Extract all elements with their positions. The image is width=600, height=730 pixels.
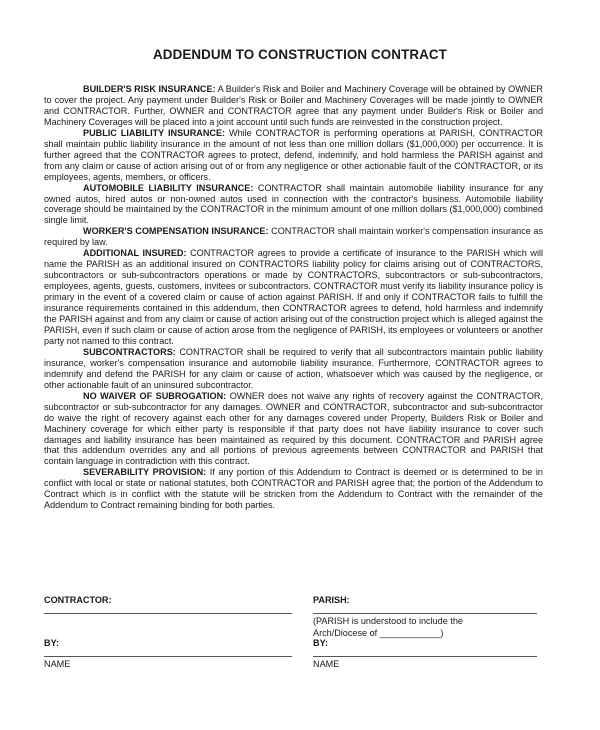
document-body (44, 84, 543, 511)
paragraph-text: CONTRACTOR agrees to provide a certificate of insurance to the PARISH which will name the PARISH as an additional insured on CONTRACTORS liability policy for claims arising out of CONTRACTORS, subcontractors or sub-subcontractors operations or made by CONTRACTORS, subcontractors or sub-subcontractors, employees, agents, guests, customers, invitees or subcontractors. CONTRACTOR must verify its liability insurance policy is primary in the event of a covered claim or cause of action against PARISH. If and only if CONTRACTOR fails to fulfill the insurance requirements contained in this addendum, then CONTRACTOR agrees to defend, hold harmless and indemnify the PARISH against and from any claim or cause of action arising out of the construction project which is alleged against the PARISH, even if such claim or cause of action arose from the negligence of PARISH, its employees or volunteers or another party not named to this contract. (44, 248, 543, 346)
contractor-signature-line (44, 613, 292, 614)
paragraph-text: If any portion of this Addendum to Contract is deemed or is determined to be in conflict with local or state or national statutes, both CONTRACTOR and PARISH agree that; the portion of the Addendum to Contract which is in conflict with the statute will be stricken from the Addendum to Contract with the remainder of the Addendum to Contract remaining binding for both parties. (44, 467, 543, 511)
parish-note-line-1: (PARISH is understood to include the (313, 616, 463, 626)
paragraph-builders-risk (44, 84, 543, 128)
paragraph-heading: SUBCONTRACTORS: (83, 346, 176, 357)
paragraph-text: While CONTRACTOR is performing operations at PARISH, CONTRACTOR shall maintain public liability insurance in the amount of not less than one million dollars ($1,000,000) per occurrence. It is further agreed that the CONTRACTOR agrees to protect, defend, indemnify, and hold harmless the PARISH against and from any claim or cause of action arising out of or from any negligence or other actionable fault of the CONTRACTOR, or its employees, agents, members, or officers. (44, 127, 543, 182)
paragraph-heading: SEVERABILITY PROVISION: (83, 467, 207, 478)
document-title: ADDENDUM TO CONSTRUCTION CONTRACT (153, 47, 447, 62)
paragraph-no-waiver-of-subrogation (44, 391, 543, 468)
parish-note-line-2: Arch/Diocese of ____________) (313, 628, 444, 638)
paragraph-workers-compensation (44, 226, 543, 248)
paragraph-text: CONTRACTOR shall maintain automobile liability insurance for any owned autos, hired autos or non-owned autos used in connection with the contractor's business. Automobile liability coverage should be maintained by the CONTRACTOR in the minimum amount of one million dollars ($1,000,000) combined single limit. (44, 182, 543, 226)
paragraph-heading: WORKER'S COMPENSATION INSURANCE: (83, 226, 269, 237)
paragraph-heading: PUBLIC LIABILITY INSURANCE: (83, 127, 226, 138)
paragraph-heading: BUILDER'S RISK INSURANCE: (83, 84, 216, 94)
paragraph-additional-insured (44, 248, 543, 347)
contractor-by-label: BY: (44, 638, 59, 648)
parish-signature-line (313, 613, 537, 614)
paragraph-automobile-liability (44, 183, 543, 227)
paragraph-text: CONTRACTOR shall be required to verify that all subcontractors maintain public liability insurance, worker's compensation insurance and automobile liability insurance. Furthermore, CONTRACTOR agrees to indemnify and defend the PARISH for any claim or cause of action, whatsoever which was caused by the negligence, or other actionable fault of an uninsured subcontractor. (44, 346, 543, 390)
parish-name-label: NAME (313, 659, 340, 669)
paragraph-text: OWNER does not waive any rights of recovery against the CONTRACTOR, subcontractor or sub-subcontractor for any damages. OWNER and CONTRACTOR, subcontractor and sub-subcontractor do waive the right of recovery against each other for any damages covered under Property, Builders Risk or Boiler and Machinery coverage for which either party is responsible if that party does not have liability insurance to cover such damages and liability insurance has been maintained as required by this document. CONTRACTOR and PARISH agree that this addendum overrides any and all portions of previous agreements between CONTRACTOR and PARISH that contain language in contradiction with this contract. (44, 390, 543, 467)
paragraph-subcontractors (44, 347, 543, 391)
paragraph-text: CONTRACTOR shall maintain worker's compensation insurance as required by law. (44, 226, 543, 248)
contractor-by-line (44, 656, 292, 657)
contractor-name-label: NAME (44, 659, 71, 669)
paragraph-text: A Builder's Risk and Boiler and Machinery Coverage will be obtained by OWNER to cover the project. Any payment under Builder's Risk or Boiler and Machinery Coverages will be made jointly to OWNER and CONTRACTOR. Further, OWNER and CONTRACTOR agree that any payment under Builder's Risk or Boiler and Machinery Coverages will be placed into a joint account until such funds are reinvested in the construction project. (44, 84, 543, 127)
parish-by-line (313, 656, 537, 657)
parish-by-label: BY: (313, 638, 328, 648)
paragraph-severability (44, 467, 543, 511)
paragraph-heading: NO WAIVER OF SUBROGATION: (83, 390, 227, 401)
contractor-label: CONTRACTOR: (44, 595, 112, 605)
paragraph-heading: ADDITIONAL INSURED: (83, 248, 187, 259)
paragraph-public-liability (44, 128, 543, 183)
paragraph-heading: AUTOMOBILE LIABILITY INSURANCE: (83, 182, 254, 193)
parish-label: PARISH: (313, 595, 350, 605)
